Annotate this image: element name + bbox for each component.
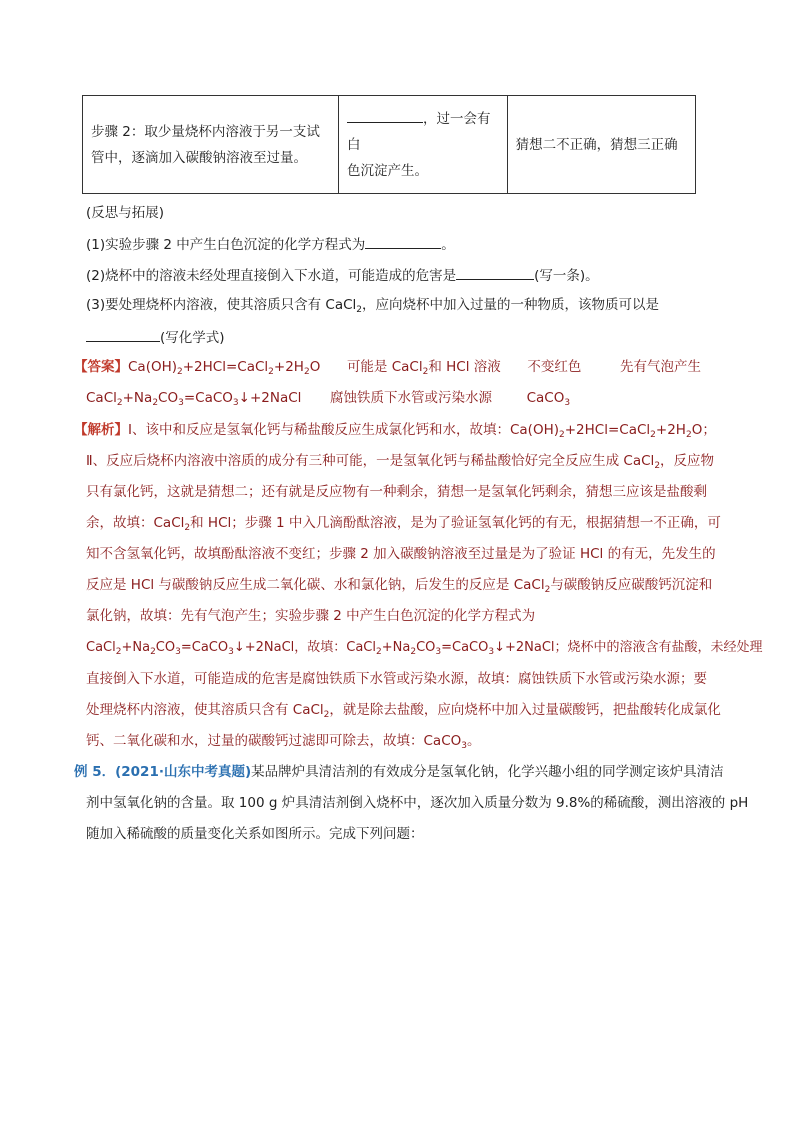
answer-blank: [365, 234, 441, 249]
analysis-line-3: 只有氯化钙，这就是猜想二；还有就是反应物有一种剩余，猜想一是氢氧化钙剩余，猜想三应该是盐酸剩: [86, 484, 707, 500]
step-cell: [83, 96, 339, 194]
question-3: [86, 296, 659, 314]
question-2-end: (写一条)。: [534, 268, 599, 284]
subscript: 2: [654, 461, 661, 471]
subscript: 2: [559, 430, 565, 440]
analysis-line-6: [86, 576, 712, 594]
analysis-text: ↓+2NaCl；烧杯中的溶液含有盐酸，未经处理: [494, 640, 763, 655]
subscript: 2: [544, 585, 551, 595]
subscript: 2: [150, 647, 156, 657]
analysis-text: CO: [416, 640, 436, 655]
answer-1c: +2H: [273, 359, 304, 375]
example-5-line-1: [74, 763, 724, 781]
subscript: 2: [268, 367, 274, 377]
analysis-tag: 【解析】: [74, 422, 128, 438]
answer-1b: +2HCl=CaCl: [182, 359, 269, 375]
subscript: 2: [685, 430, 692, 440]
answer-5: CaCl: [86, 390, 117, 406]
analysis-text: ↓+2NaCl，故填：CaCl: [233, 640, 376, 655]
subscript: 2: [323, 710, 330, 720]
answer-line-1: [74, 358, 701, 376]
subscript: 3: [435, 647, 442, 657]
analysis-line-11: [86, 732, 481, 750]
phenomenon-text-line1: ，过一会有白: [347, 110, 491, 153]
question-2: [86, 265, 599, 285]
answer-5d: =CaCO: [183, 390, 233, 406]
analysis-line-7: 氯化钠，故填：先有气泡产生；实验步骤 2 中产生白色沉淀的化学方程式为: [86, 608, 536, 624]
step-text-line1: 步骤 2：取少量烧杯内溶液于另一支试: [91, 123, 320, 140]
analysis-line-10: [86, 701, 721, 719]
subscript: 2: [356, 305, 363, 315]
reflect-heading: (反思与拓展): [86, 205, 165, 221]
analysis-text: ，反应物: [660, 453, 715, 469]
example-5-line-2: 剂中氢氧化钠的含量。取 100 g 炉具清洁剂倒入烧杯中，逐次加入质量分数为 9.8%的稀硫酸，测出溶液的 pH: [86, 795, 749, 811]
answer-5c: CO: [158, 390, 179, 406]
analysis-text: =CaCO: [180, 640, 229, 655]
phenomenon-cell: [339, 96, 508, 194]
example-label: 例 5．(2021·山东中考真题): [74, 764, 252, 780]
analysis-text: Ⅰ、该中和反应是氢氧化钙与稀盐酸反应生成氯化钙和水，故填：Ca(OH): [128, 422, 559, 438]
analysis-text: ，就是除去盐酸，应向烧杯中加入过量碳酸钙，把盐酸转化成氯化: [329, 702, 721, 718]
conclusion-text: 猜想二不正确，猜想三正确: [515, 136, 678, 153]
subscript: 3: [461, 741, 467, 751]
analysis-line-5: 知不含氢氧化钙，故填酚酞溶液不变红；步骤 2 加入碳酸钠溶液至过量是为了验证 HCl 的有无，先发生的: [86, 546, 716, 562]
subscript: 3: [178, 398, 184, 408]
answer-1: Ca(OH): [128, 359, 178, 375]
analysis-text: 处理烧杯内溶液，使其溶质只含有 CaCl: [86, 702, 324, 718]
question-1-text: (1)实验步骤 2 中产生白色沉淀的化学方程式为: [86, 237, 366, 253]
analysis-line-1: [74, 421, 716, 439]
analysis-text: CO: [155, 640, 176, 655]
question-2-text: (2)烧杯中的溶液未经处理直接倒入下水道，可能造成的危害是: [86, 268, 457, 284]
question-3-text-b: ，应向烧杯中加入过量的一种物质，该物质可以是: [362, 297, 660, 313]
analysis-text: +Na: [121, 640, 151, 655]
subscript: 2: [303, 367, 310, 377]
subscript: 2: [116, 398, 123, 408]
analysis-text: 反应是 HCl 与碳酸钠反应生成二氧化碳、水和氯化钠，后发生的反应是 CaCl: [86, 577, 545, 593]
analysis-text: CaCl: [86, 640, 116, 655]
subscript: 2: [152, 398, 159, 408]
answer-7: CaCO: [526, 390, 565, 406]
subscript: 2: [177, 367, 183, 377]
subscript: 2: [410, 647, 417, 657]
analysis-text: Ⅱ、反应后烧杯内溶液中溶质的成分有三种可能，一是氢氧化钙与稀盐酸恰好完全反应生成 CaCl: [86, 453, 655, 469]
question-3-end: (写化学式): [160, 330, 225, 346]
analysis-line-4: [86, 514, 721, 532]
analysis-text: +Na: [381, 640, 411, 655]
analysis-text: 。: [467, 733, 481, 749]
analysis-line-9: 直接倒入下水道，可能造成的危害是腐蚀铁质下水管或污染水源，故填：腐蚀铁质下水管或污染水源；要: [86, 671, 707, 687]
analysis-text: 钙、二氧化碳和水，过量的碳酸钙过滤即可除去，故填：CaCO: [86, 733, 462, 749]
answer-tag: 【答案】: [74, 359, 128, 375]
answer-line-2: [86, 389, 570, 407]
analysis-line-2: [86, 452, 714, 470]
step-text-line2: 管中，逐滴加入碳酸钠溶液至过量。: [91, 149, 307, 166]
question-3-continued: [86, 327, 225, 347]
subscript: 3: [488, 647, 495, 657]
question-3-text: (3)要处理烧杯内溶液，使其溶质只含有 CaCl: [86, 297, 357, 313]
analysis-text: O；: [691, 422, 716, 438]
answer-1d: O: [309, 359, 321, 375]
answer-4: 先有气泡产生: [619, 359, 701, 375]
subscript: 2: [650, 430, 656, 440]
analysis-line-8: [86, 639, 763, 657]
phenomenon-text-line2: 色沉淀产生。: [347, 162, 429, 179]
subscript: 3: [228, 647, 234, 657]
answer-3: 不变红色: [527, 359, 582, 375]
analysis-text: +2HCl=CaCl: [564, 422, 651, 438]
example-5-line-3: 随加入稀硫酸的质量变化关系如图所示。完成下列问题：: [86, 826, 424, 842]
answer-blank: [456, 265, 534, 280]
example-text: 某品牌炉具清洁剂的有效成分是氢氧化钠，化学兴趣小组的同学测定该炉具清洁: [251, 764, 724, 780]
answer-blank: [347, 108, 423, 123]
conclusion-cell: [507, 96, 695, 194]
answer-blank: [86, 327, 160, 342]
question-1: [86, 234, 455, 254]
subscript: 2: [184, 523, 191, 533]
analysis-text: 与碳酸钠反应碳酸钙沉淀和: [550, 577, 713, 593]
answer-5b: +Na: [122, 390, 153, 406]
subscript: 2: [376, 647, 382, 657]
experiment-table: [82, 95, 696, 194]
answer-6: 腐蚀铁质下水管或污染水源: [330, 390, 493, 406]
question-1-end: 。: [441, 237, 455, 253]
analysis-text: +2H: [655, 422, 686, 438]
subscript: 2: [422, 367, 429, 377]
table-row: [83, 96, 696, 194]
subscript: 3: [232, 398, 239, 408]
subscript: 3: [564, 398, 571, 408]
analysis-text: 和 HCl；步骤 1 中入几滴酚酞溶液，是为了验证氢氧化钙的有无，根据猜想一不正确，可: [190, 515, 721, 531]
analysis-text: 余，故填：CaCl: [86, 515, 185, 531]
answer-2b: 和 HCl 溶液: [428, 359, 501, 375]
answer-5e: ↓+2NaCl: [238, 390, 302, 406]
analysis-text: =CaCO: [441, 640, 489, 655]
subscript: 2: [115, 647, 122, 657]
answer-2: 可能是 CaCl: [346, 359, 423, 375]
subscript: 3: [175, 647, 181, 657]
